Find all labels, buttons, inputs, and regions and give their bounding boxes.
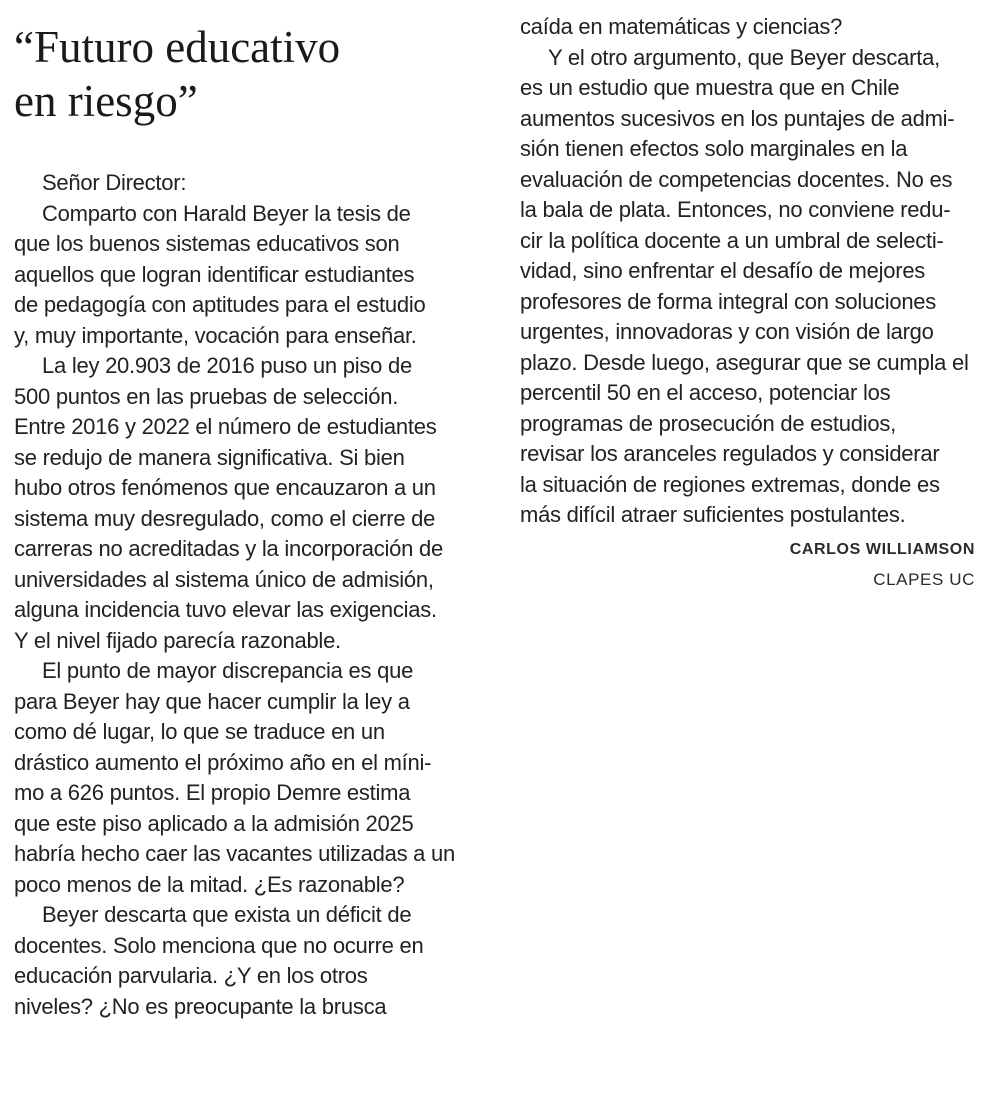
body-text-line: El punto de mayor discrepancia es que (42, 658, 414, 683)
body-text-line: alguna incidencia tuvo elevar las exigencias. (14, 597, 437, 622)
body-text-line: urgentes, innovadoras y con visión de largo (520, 319, 934, 344)
body-text-line: programas de prosecución de estudios, (520, 410, 896, 436)
body-text-line: que los buenos sistemas educativos son (14, 231, 400, 256)
signature-name: CARLOS WILLIAMSON (789, 540, 975, 558)
body-text-line: Beyer descarta que exista un déficit de (42, 902, 412, 927)
body-text-line: como dé lugar, lo que se traduce en un (14, 719, 385, 744)
body-text-line: aumentos sucesivos en los puntajes de admi- (520, 105, 955, 131)
body-text-line: mo a 626 puntos. El propio Demre estima (14, 780, 411, 805)
body-text-line: niveles? ¿No es preocupante la brusca (14, 993, 387, 1019)
body-text-line: la bala de plata. Entonces, no conviene redu- (520, 197, 951, 222)
body-text-line: Entre 2016 y 2022 el número de estudiantes (14, 414, 437, 439)
body-text-line: para Beyer hay que hacer cumplir la ley a (14, 688, 410, 714)
body-text-line: percentil 50 en el acceso, potenciar los (520, 380, 891, 405)
body-text-line: vidad, sino enfrentar el desafío de mejores (520, 258, 926, 283)
body-text-line: educación parvularia. ¿Y en los otros (14, 963, 368, 988)
body-text-line: La ley 20.903 de 2016 puso un piso de (42, 353, 412, 378)
body-text-line: de pedagogía con aptitudes para el estudio (14, 292, 426, 317)
body-text-line: sistema muy desregulado, como el cierre de (14, 505, 436, 531)
body-text-line: Y el otro argumento, que Beyer descarta, (548, 44, 940, 70)
body-text-line: plazo. Desde luego, asegurar que se cumpla el (520, 349, 969, 375)
body-text-line: la situación de regiones extremas, donde es (520, 471, 940, 497)
body-text-line: Y el nivel fijado parecía razonable. (14, 627, 341, 653)
body-text-line: caída en matemáticas y ciencias? (520, 14, 843, 39)
body-text-line: se redujo de manera significativa. Si bien (14, 444, 405, 470)
body-text-line: es un estudio que muestra que en Chile (520, 75, 900, 100)
letter-headline (14, 20, 484, 128)
body-text-line: Comparto con Harald Beyer la tesis de (42, 200, 411, 226)
body-text-line: hubo otros fenómenos que encauzaron a un (14, 475, 436, 500)
body-text-line: universidades al sistema único de admisión, (14, 566, 434, 592)
body-text-line: aquellos que logran identificar estudiantes (14, 261, 415, 287)
body-text-line: cir la política docente a un umbral de selecti- (520, 227, 944, 253)
body-text-line: habría hecho caer las vacantes utilizadas a un (14, 841, 456, 866)
body-text-line: sión tienen efectos solo marginales en la (520, 136, 908, 161)
body-text-line: que este piso aplicado a la admisión 2025 (14, 810, 414, 836)
body-text-line: revisar los aranceles regulados y considerar (520, 441, 940, 466)
body-text-line: docentes. Solo menciona que no ocurre en (14, 932, 424, 958)
body-text-line: Señor Director: (42, 170, 187, 195)
body-text-line: 500 puntos en las pruebas de selección. (14, 383, 399, 409)
body-text-line: poco menos de la mitad. ¿Es razonable? (14, 871, 405, 897)
signature-organization: CLAPES UC (873, 569, 975, 589)
headline-line: en riesgo” (14, 76, 198, 126)
letter-signature (520, 535, 975, 595)
body-text-line: más difícil atraer suficientes postulantes. (520, 502, 906, 527)
letter-body-right (520, 12, 975, 531)
headline-line: “Futuro educativo (14, 22, 341, 72)
body-text-line: profesores de forma integral con soluciones (520, 288, 937, 314)
body-text-line: carreras no acreditadas y la incorporación de (14, 536, 443, 561)
letter-body-left (14, 168, 484, 1022)
body-text-line: y, muy importante, vocación para enseñar. (14, 322, 417, 348)
body-text-line: evaluación de competencias docentes. No es (520, 166, 953, 192)
letter-left-column (14, 20, 484, 1022)
letter-right-column (520, 12, 975, 595)
body-text-line: drástico aumento el próximo año en el míni- (14, 749, 432, 775)
